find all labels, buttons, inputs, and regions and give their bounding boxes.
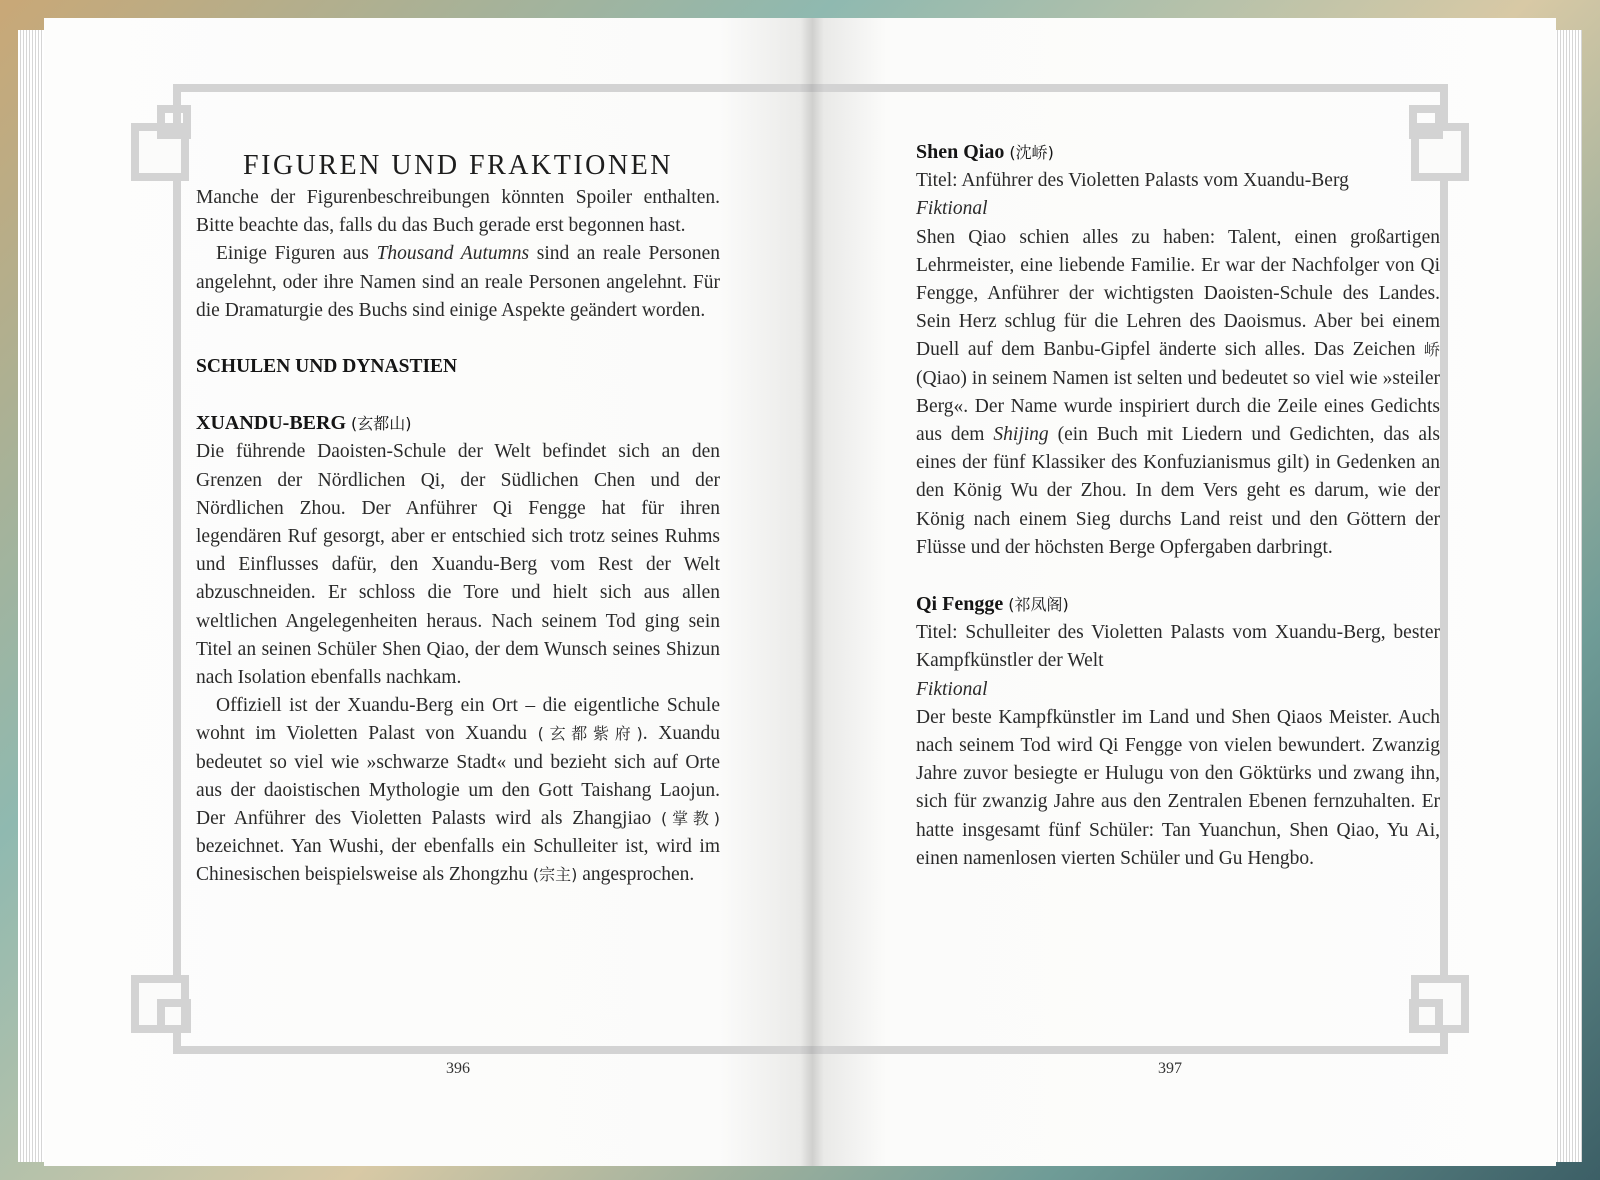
body-paragraph: Der beste Kampfkünstler im Land und Shen Qiaos Meister. Auch nach seinem Tod wird Qi Fengge von vielen bewundert. Zwanzig Jahre zuvor besiegte er Hulugu von den Göktürks und zwang ihn, sich für zwanzig Jahre aus den Zentralen Ebenen fernzuhalten. Er hatte insgesamt fünf Schüler: Tan Yuanchun, Shen Qiao, Yu Ai, einen namenlosen vierten Schüler und Gu Hengbo. [916,706,1440,869]
entry-title: Titel: Schulleiter des Violetten Palasts vom Xuandu-Berg, bester Kampfkünstler der Welt [916,622,1440,672]
page-edges-right [1552,30,1582,1162]
page-number: 396 [446,1060,470,1077]
frame-corner-ornament [1411,975,1469,1033]
chapter-title: FIGUREN UND FRAKTIONEN [243,150,673,181]
right-page-text [916,138,1440,873]
frame-corner-ornament [131,975,189,1033]
entry-type: Fiktional [916,678,988,700]
intro-paragraph: Manche der Figurenbeschreibungen könnten Spoiler enthalten. Bitte beachte das, falls du das Buch gerade erst begonnen hast. [196,187,720,237]
entry-heading: XUANDU-BERG (玄都山) [196,412,412,435]
page-number: 397 [1158,1060,1182,1077]
body-paragraph: Shen Qiao schien alles zu haben: Talent, einen großartigen Lehrmeister, eine liebende Familie. Er war der Nachfolger von Qi Fengge, Anführer der wichtigsten Daoisten-Schule des Landes. Sein Herz schlug für die Lehren des Daoismus. Aber bei einem Duell auf dem Banbu-Gipfel änderte sich alles. Das Zeichen 峤 (Qiao) in seinem Namen ist selten und bedeutet so viel wie »steiler Berg«. Der Name wurde inspiriert durch die Zeile eines Gedichts aus dem Shijing (ein Buch mit Liedern und Gedichten, das als eines der fünf Klassiker des Konfuzianismus gilt) in Gedenken an den König Wu der Zhou. In dem Vers geht es darum, wie der König nach einem Sieg durchs Land reist und den Göttern der Flüsse und der höchsten Berge Opfergaben darbringt. [916,226,1440,558]
body-paragraph: Die führende Daoisten-Schule der Welt befindet sich an den Grenzen der Nördlichen Qi, der Südlichen Chen und der Nördlichen Zhou. Der Anführer Qi Fengge hat für ihren legendären Ruf gesorgt, aber er entschied sich trotz seines Ruhms und Einflusses dafür, den Xuandu-Berg vom Rest der Welt abzuschneiden. Er schloss die Tore und hielt sich aus allen weltlichen Angelegenheiten heraus. Nach seinem Tod ging sein Titel an seinen Schüler Shen Qiao, der dem Wunsch seines Shizun nach Isolation ebenfalls nachkam. [196,441,720,689]
left-page [44,18,812,1166]
intro-paragraph: Einige Figuren aus Thousand Autumns sind an reale Personen angelehnt, oder ihre Namen sind an reale Personen angelehnt. Für die Dramaturgie des Buchs sind einige Aspekte geändert worden. [196,243,720,321]
entry-heading: Qi Fengge (祁凤阁) [916,593,1069,616]
frame-corner-ornament [131,123,189,181]
right-page [812,18,1556,1166]
left-page-text [196,138,720,890]
entry-title: Titel: Anführer des Violetten Palasts vom Xuandu-Berg [916,170,1349,192]
entry-type: Fiktional [916,198,988,220]
section-heading: SCHULEN UND DYNASTIEN [196,356,458,378]
open-book [18,18,1582,1166]
entry-heading: Shen Qiao (沈峤) [916,141,1054,163]
book-spine-shadow [800,18,824,1166]
body-paragraph: Offiziell ist der Xuandu-Berg ein Ort – die eigentliche Schule wohnt im Violetten Palast von Xuandu (玄都紫府). Xuandu bedeutet so viel wie »schwarze Stadt« und bezieht sich auf Orte aus der daoistischen Mythologie um den Gott Taishang Laojun. Der Anführer des Violetten Palasts wird als Zhangjiao (掌教) bezeichnet. Yan Wushi, der ebenfalls ein Schulleiter ist, wird im Chinesischen beispielsweise als Zhongzhu (宗主) angesprochen. [196,695,720,886]
